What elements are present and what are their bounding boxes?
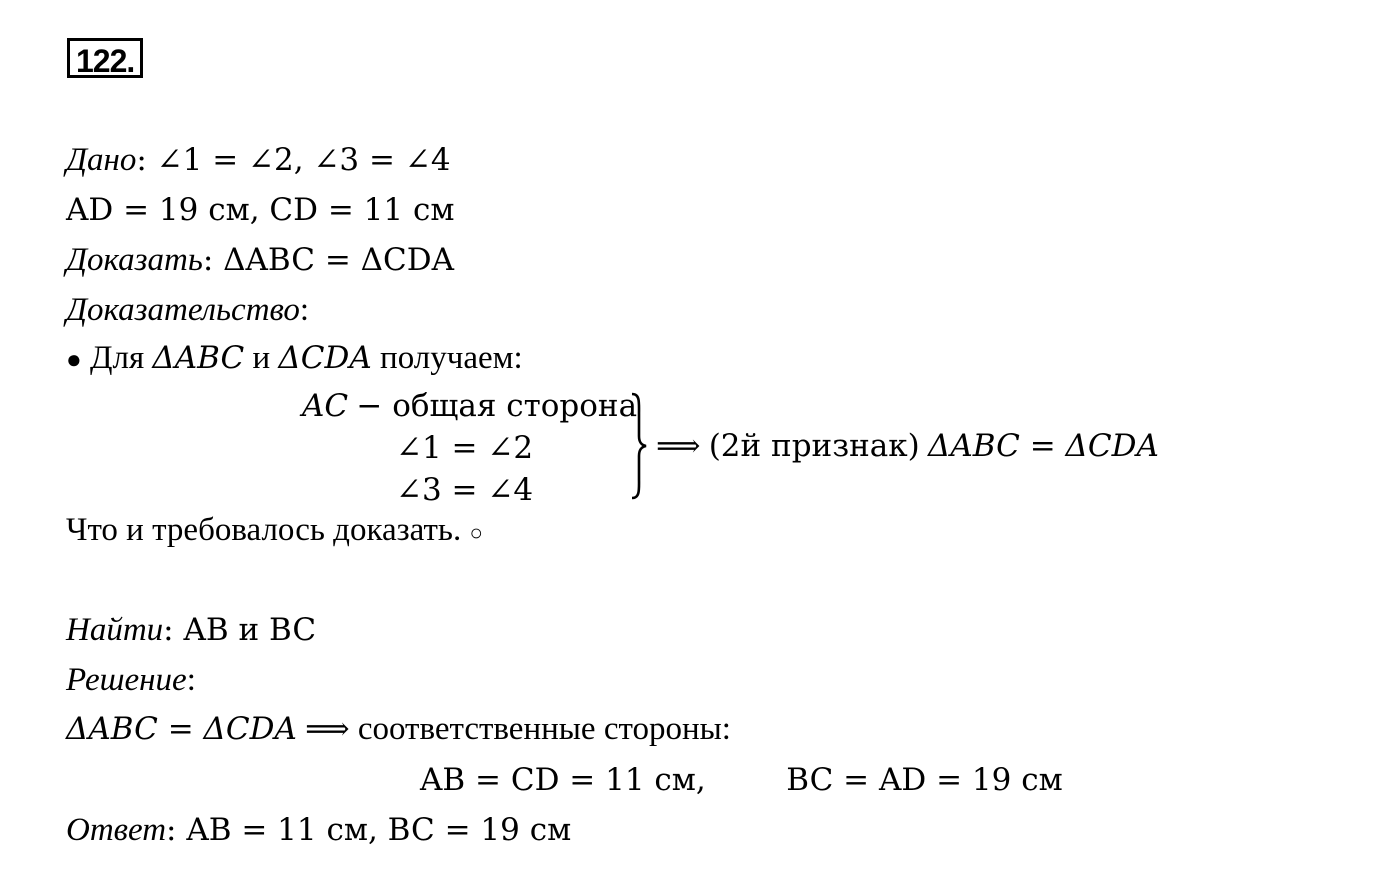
bullet: ● xyxy=(66,345,82,374)
answer-values: : AB = 11 см, BC = 19 см xyxy=(166,812,572,848)
proof-colon: : xyxy=(299,292,310,328)
proof-label: Доказательство xyxy=(66,292,300,328)
problem-number: 122. xyxy=(76,43,135,79)
qed-text: Что и требовалось доказать. xyxy=(66,512,462,548)
prove-line xyxy=(66,240,454,280)
solution-line-1 xyxy=(66,709,731,749)
system-row-3 xyxy=(396,470,533,510)
given-line xyxy=(66,140,451,180)
solution-text: соответственные стороны: xyxy=(357,711,731,747)
side-ac: AC xyxy=(302,388,349,424)
given-angles: : ∠1 = ∠2, ∠3 = ∠4 xyxy=(136,142,451,178)
answer-label: Ответ xyxy=(66,812,167,848)
proof-system xyxy=(300,386,1180,506)
implies-arrow: ⟹ xyxy=(656,428,701,464)
solution-arrow: ⟹ xyxy=(305,711,350,747)
solution-colon: : xyxy=(186,662,196,698)
find-targets: : AB и BC xyxy=(163,612,317,648)
prove-label: Доказать xyxy=(66,242,203,278)
common-side-text: − общая сторона xyxy=(356,388,638,424)
angle-equality-1: ∠1 = ∠2 xyxy=(396,430,534,466)
criterion-text: (2й признак) xyxy=(708,428,920,464)
ab-equation: AB = CD = 11 см, xyxy=(420,762,706,798)
solution-label: Решение xyxy=(66,662,187,698)
right-brace-shape xyxy=(630,392,648,500)
solution-line-2 xyxy=(420,760,1063,800)
given-label: Дано xyxy=(66,142,137,178)
given-lengths: AD = 19 см, CD = 11 см xyxy=(66,192,455,228)
intro-text-3: получаем: xyxy=(380,340,523,376)
intro-triangle-2: ΔCDA xyxy=(278,340,372,376)
find-line xyxy=(66,610,316,650)
find-label: Найти xyxy=(66,612,164,648)
qed-symbol: ○ xyxy=(469,520,483,545)
solution-congruence: ΔABC = ΔCDA xyxy=(66,711,297,747)
intro-triangle-1: ΔABC xyxy=(152,340,245,376)
intro-text-2: и xyxy=(252,340,271,376)
proof-intro-line xyxy=(66,338,523,380)
right-brace-icon xyxy=(630,392,648,500)
qed-line xyxy=(66,510,483,553)
angle-equality-2: ∠3 = ∠4 xyxy=(396,472,534,508)
prove-statement: : ΔABC = ΔCDA xyxy=(202,242,455,278)
system-row-2 xyxy=(396,428,533,468)
system-row-1 xyxy=(302,386,637,426)
answer-line xyxy=(66,810,571,850)
solution-heading-line xyxy=(66,660,196,700)
bc-equation: BC = AD = 19 см xyxy=(786,762,1063,798)
given-lengths-line xyxy=(66,190,454,230)
congruence-result: ΔABC = ΔCDA xyxy=(927,428,1159,464)
proof-heading-line xyxy=(66,290,309,330)
problem-number-box xyxy=(67,38,143,78)
intro-text-1: Для xyxy=(89,340,145,376)
system-conclusion xyxy=(656,426,1159,466)
